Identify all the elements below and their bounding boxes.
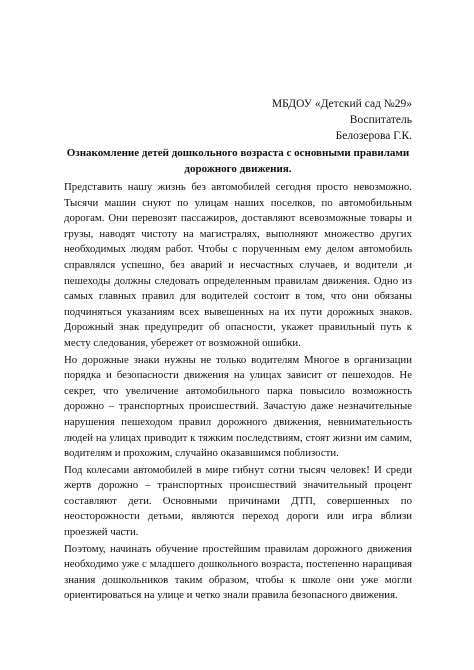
author-role: Воспитатель — [349, 114, 412, 126]
document-header — [64, 96, 412, 144]
paragraph-4: Поэтому, начинать обучение простейшим правилам дорожного движения необходимо уже с младшего дошкольного возраста, постепенно наращивая знания дошкольников таким образом, чтобы к школе они уже могли ориентироваться на улице и четко знали правила безопасного движения. — [64, 542, 412, 602]
author-name: Белозерова Г.К. — [335, 130, 412, 142]
paragraph-2: Но дорожные знаки нужны не только водителям Многое в организации порядка и безопасности движения на улицах зависит от пешеходов. Не секрет, что увеличение автомобильного парка повысило возможность дорожно – транспортных происшествий. Зачастую даже незначительные нарушения пешеходом правил дорожного движения, невнимательность людей на улицах приводит к тяжким последствиям, стоят жизни им самим, водителям и прохожим, случайно оказавшимся поблизости. — [64, 353, 412, 460]
paragraph-1: Представить нашу жизнь без автомобилей сегодня просто невозможно. Тысячи машин снуют по улицам наших поселков, по автомобильным дорогам. Они перевозят пассажиров, доставляют всевозможные товары и грузы, наводят чистоту на магистралях, выполняют множество других необходимых людям работ. Чтобы с порученным ему делом автомобиль справлялся успешно, без аварий и несчастных случаев, и водители ,и пешеходы должны следовать определенным правилам движения. Одно из самых главных правил для водителей состоит в том, что они обязаны подчиняться указаниям всех вывешенных на их пути дорожных знаков. Дорожный знак предупредит об опасности, укажет правильный путь к месту следования, убережет от возможной ошибки. — [64, 181, 412, 349]
paragraph-3: Под колесами автомобилей в мире гибнут сотни тысяч человек! И среди жертв дорожно – транспортных происшествий значительный процент составляют дети. Основными причинами ДТП, совершенных по неосторожности детьми, являются переход дороги или игра вблизи проезжей части. — [64, 463, 412, 539]
document-title: Ознакомление детей дошкольного возраста с основными правилами дорожного движения. — [66, 147, 410, 175]
organization-name: МБДОУ «Детский сад №29» — [271, 98, 412, 110]
document-page — [64, 96, 412, 605]
